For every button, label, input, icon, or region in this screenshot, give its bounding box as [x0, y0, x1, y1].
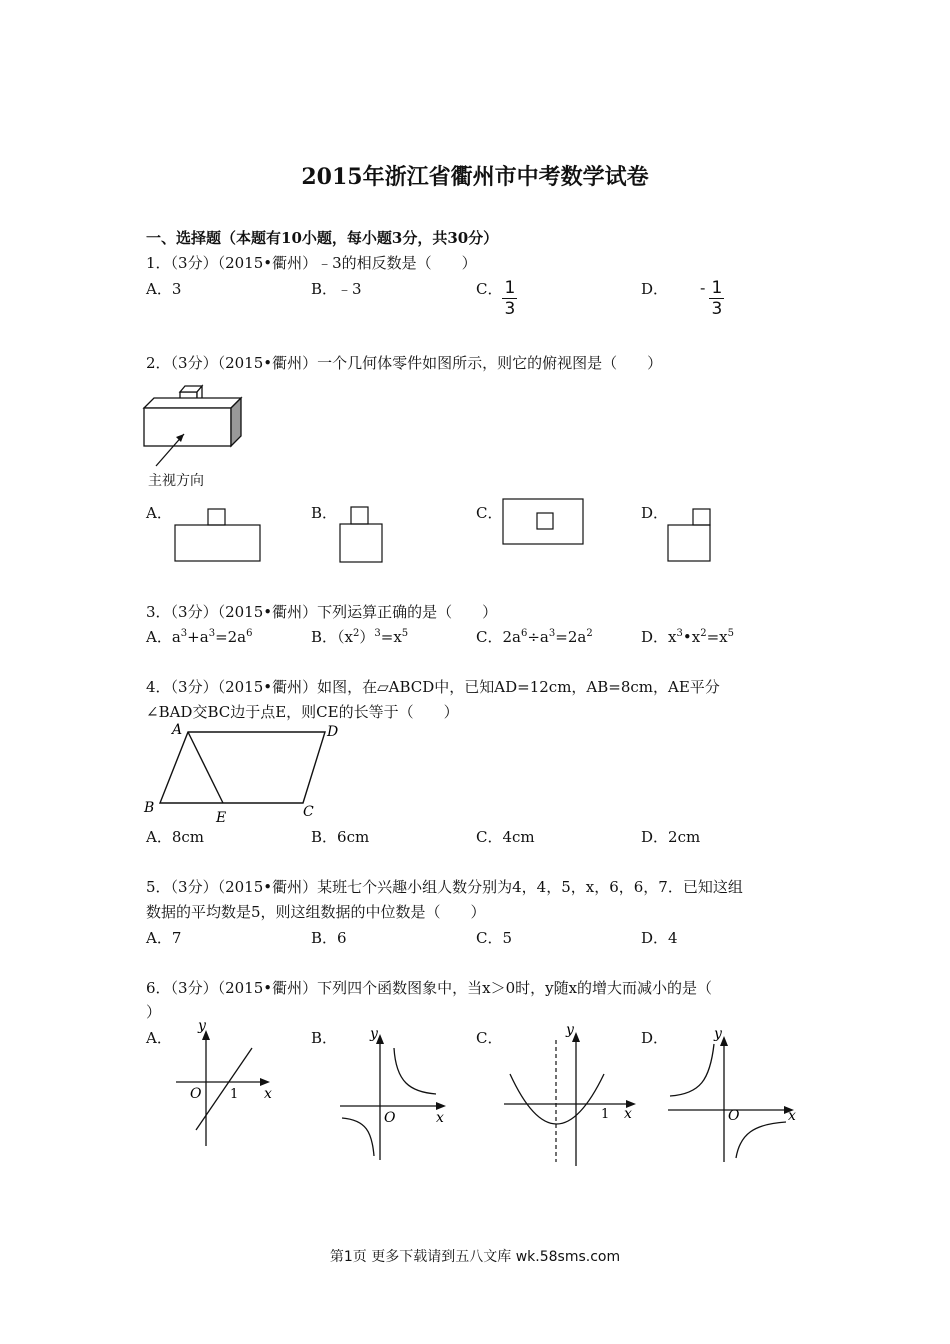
axis-label-x: x: [788, 1108, 796, 1124]
axis-label-x: x: [624, 1106, 632, 1122]
vertex-label-b: B: [144, 800, 155, 816]
expr-part: x: [668, 628, 677, 646]
q2-option-b-figure: [339, 506, 385, 566]
expr-part: =x: [380, 628, 402, 646]
option-label: B．: [311, 280, 338, 298]
option-text: 5: [502, 929, 513, 947]
q6-option-a[interactable]: A．: [146, 1029, 172, 1047]
option-label: D．: [641, 828, 669, 846]
exponent: 5: [401, 628, 409, 639]
q5-option-b[interactable]: [311, 927, 347, 948]
view-direction-caption: 主视方向: [148, 473, 204, 489]
option-label: B．: [311, 828, 338, 846]
q6-option-d[interactable]: D．: [641, 1029, 669, 1047]
option-text: 7: [171, 929, 182, 947]
q5-option-c[interactable]: [476, 927, 512, 948]
option-text: 6cm: [337, 828, 370, 846]
exponent: 2: [586, 628, 593, 639]
origin-label: O: [190, 1086, 202, 1102]
option-text: 2cm: [668, 828, 701, 846]
expr-part: =x: [706, 628, 728, 646]
exponent: 6: [520, 628, 528, 639]
option-text: 3: [171, 280, 182, 298]
q1-option-b[interactable]: [311, 278, 362, 299]
q3-option-d[interactable]: [641, 626, 734, 647]
axis-label-x: x: [264, 1086, 272, 1102]
page-footer: 第1页 更多下载请到五八文库 wk.58sms.com: [329, 1249, 621, 1265]
exponent: 3: [676, 628, 683, 639]
tick-label-one: 1: [601, 1107, 610, 1122]
option-label: A．: [146, 929, 172, 947]
q4-option-d[interactable]: [641, 826, 700, 847]
option-label: C．: [476, 828, 503, 846]
exponent: 5: [727, 628, 734, 639]
axis-label-y: y: [566, 1022, 574, 1038]
q2-option-b[interactable]: B．: [311, 504, 338, 522]
option-label: B．: [311, 628, 338, 646]
q2-option-c-figure: [502, 498, 586, 548]
axis-label-y: y: [198, 1018, 206, 1034]
vertex-label-e: E: [216, 810, 227, 826]
option-label: C．: [476, 280, 503, 298]
q6-graph-b: [336, 1022, 452, 1162]
option-text: 8cm: [171, 828, 205, 846]
q6-graph-a: [172, 1018, 282, 1148]
fraction-numerator: 1: [504, 278, 516, 298]
option-text: ﹣3: [337, 280, 362, 298]
axis-label-y: y: [714, 1026, 722, 1042]
option-label: C．: [476, 628, 503, 646]
fraction-numerator: 1: [711, 278, 723, 298]
q4-stem-line1: 4．（3分）（2015•衢州）如图，在▱ABCD中，已知AD=12cm，AB=8cm，AE平分: [146, 678, 720, 696]
option-text: 4cm: [502, 828, 535, 846]
q1-option-a[interactable]: [146, 278, 181, 299]
q2-option-c[interactable]: C．: [476, 504, 503, 522]
tick-label-one: 1: [230, 1087, 239, 1102]
option-text: 4: [668, 929, 678, 947]
exponent: 3: [180, 628, 188, 639]
option-label: D．: [641, 929, 669, 947]
q6-stem-line1: 6．（3分）（2015•衢州）下列四个函数图象中，当x＞0时，y随x的增大而减小的是（: [146, 979, 713, 997]
paper-title: 2015年浙江省衢州市中考数学试卷: [301, 164, 649, 190]
fraction-denominator: 3: [711, 299, 723, 319]
q1-stem: 1．（3分）（2015•衢州）﹣3的相反数是（ ）: [146, 254, 477, 272]
q3-option-c[interactable]: [476, 626, 593, 647]
q6-graph-d: [664, 1024, 804, 1164]
option-label: D．: [641, 280, 669, 298]
option-text: 6: [337, 929, 347, 947]
axis-label-x: x: [436, 1110, 444, 1126]
expr-part: 2a: [502, 628, 521, 646]
q1-option-c[interactable]: [476, 278, 517, 319]
vertex-label-a: A: [172, 722, 183, 738]
exponent: 3: [374, 628, 381, 639]
fraction-denominator: 3: [504, 299, 516, 319]
option-label: D．: [641, 628, 669, 646]
option-label: A．: [146, 828, 172, 846]
origin-label: O: [728, 1108, 740, 1124]
q2-option-a[interactable]: A．: [146, 504, 172, 522]
expr-part: •x: [682, 628, 701, 646]
q3-stem: 3．（3分）（2015•衢州）下列运算正确的是（ ）: [146, 603, 498, 621]
q6-graph-c: [500, 1018, 640, 1168]
q4-parallelogram-figure: [140, 720, 350, 828]
exponent: 3: [548, 628, 556, 639]
q5-option-a[interactable]: [146, 927, 181, 948]
exponent: 6: [246, 628, 253, 639]
q6-option-c[interactable]: C．: [476, 1029, 503, 1047]
q2-option-d[interactable]: D．: [641, 504, 669, 522]
exponent: 2: [353, 628, 360, 639]
option-label: B．: [311, 929, 338, 947]
q4-option-a[interactable]: [146, 826, 204, 847]
q2-stem: 2．（3分）（2015•衢州）一个几何体零件如图所示，则它的俯视图是（ ）: [146, 354, 663, 372]
exponent: 3: [208, 628, 216, 639]
origin-label: O: [384, 1110, 396, 1126]
expr-part: （x: [337, 628, 353, 646]
minus-sign: -: [700, 279, 706, 297]
q5-option-d[interactable]: [641, 927, 678, 948]
q4-option-b[interactable]: [311, 826, 369, 847]
expr-part: a: [171, 628, 181, 646]
vertex-label-d: D: [327, 724, 339, 740]
q4-option-c[interactable]: [476, 826, 535, 847]
q6-option-b[interactable]: B．: [311, 1029, 338, 1047]
option-label: C．: [476, 929, 503, 947]
fraction: [502, 278, 517, 319]
q3-option-b[interactable]: [311, 626, 408, 647]
fraction: [709, 278, 724, 319]
q6-stem-line2: ）: [146, 1003, 162, 1021]
q3-option-a[interactable]: [146, 626, 253, 647]
q4-stem-line2: ∠BAD交BC边于点E，则CE的长等于（ ）: [146, 703, 459, 721]
axis-label-y: y: [370, 1026, 378, 1042]
q2-option-a-figure: [174, 508, 262, 564]
expr-part: +a: [187, 628, 209, 646]
expr-part: =2a: [215, 628, 247, 646]
q2-option-d-figure: [667, 508, 715, 564]
option-label: A．: [146, 280, 172, 298]
expr-part: =2a: [555, 628, 587, 646]
q5-stem-line2: 数据的平均数是5，则这组数据的中位数是（ ）: [146, 903, 486, 921]
option-label: A．: [146, 628, 172, 646]
vertex-label-c: C: [303, 804, 314, 820]
section-heading: 一、选择题（本题有10小题，每小题3分，共30分）: [146, 229, 499, 247]
expr-part: ÷a: [527, 628, 549, 646]
q5-stem-line1: 5．（3分）（2015•衢州）某班七个兴趣小组人数分别为4，4，5，x，6，6，7．已知这组: [146, 878, 743, 896]
expr-part: ）: [359, 628, 375, 646]
exponent: 2: [700, 628, 707, 639]
q1-option-d[interactable]: [641, 278, 724, 319]
